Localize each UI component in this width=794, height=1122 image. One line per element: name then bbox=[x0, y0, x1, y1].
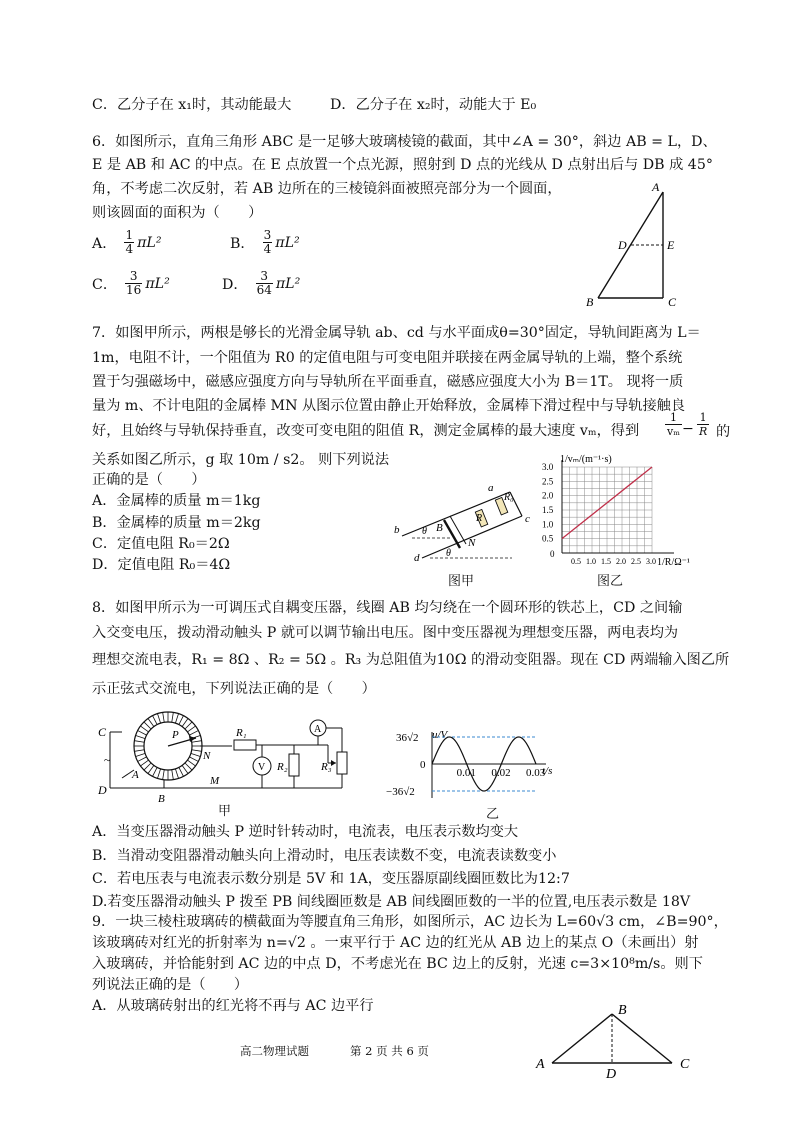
q7-line-3: 置于匀强磁场中，磁感应强度方向与导轨所在平面垂直，磁感应强度大小为 B＝1T。 现将一质 bbox=[92, 374, 684, 390]
label-a: A bbox=[652, 180, 660, 194]
fraction-den: 4 bbox=[125, 242, 134, 256]
q7-chart-xlabel: 1/R/Ω⁻¹ bbox=[657, 557, 690, 568]
q6-option-c bbox=[92, 270, 170, 297]
fraction-den: 16 bbox=[126, 283, 142, 297]
q7-chart-grid bbox=[562, 460, 674, 553]
q7-line-1: 7．如图甲所示，两根是够长的光滑金属导轨 ab、cd 与水平面成θ=30°固定，导轨间距离为 L＝ bbox=[92, 325, 701, 341]
frac-vm-num: 1 bbox=[669, 411, 677, 424]
rail-theta-1: θ bbox=[422, 526, 427, 537]
option-fraction bbox=[125, 270, 142, 297]
q8-y-tick: −36√2 bbox=[386, 786, 415, 798]
q7-option-c: C．定值电阻 R₀＝2Ω bbox=[92, 536, 230, 552]
rail-b: b bbox=[394, 524, 400, 536]
q7-y-tick: 0.5 bbox=[542, 533, 554, 544]
option-tail: πL² bbox=[137, 234, 162, 251]
q6-line-3: 角，不考虑二次反射，若 AB 边所在的三棱镜斜面被照亮部分为一个圆面， bbox=[92, 181, 562, 197]
q8-x-tick: 0.03 bbox=[526, 767, 546, 779]
q7-option-b: B．金属棒的质量 m＝2kg bbox=[92, 515, 261, 531]
q6-line-1: 6．如图所示，直角三角形 ABC 是一足够大玻璃棱镜的截面，其中∠A = 30°，斜边 AB = L，D、 bbox=[92, 134, 717, 150]
prism-d: D bbox=[606, 1067, 617, 1080]
option-fraction bbox=[263, 229, 273, 256]
circuit-c: C bbox=[98, 725, 107, 739]
fraction-num: 3 bbox=[263, 228, 272, 242]
q8-chart bbox=[386, 728, 566, 806]
q8-y-tick: 36√2 bbox=[396, 732, 419, 744]
footer-page: 第 2 页 共 6 页 bbox=[350, 1044, 429, 1058]
fraction-num: 3 bbox=[260, 269, 269, 283]
rail-bfield: B bbox=[436, 522, 443, 534]
option-tail: πL² bbox=[275, 234, 300, 251]
q7-line-4: 量为 m、不计电阻的金属棒 MN 从图示位置由静止开始释放，金属棒下滑过程中与导轨接触良 bbox=[92, 398, 686, 414]
q7-frac-r bbox=[697, 411, 709, 438]
label-e: E bbox=[667, 238, 675, 252]
q7-line-6: 关系如图乙所示，g 取 10m / s2。 则下列说法 bbox=[92, 452, 390, 468]
q7-option-d: D．定值电阻 R₀＝4Ω bbox=[92, 557, 231, 573]
q9-line-4: 列说法正确的是（ ） bbox=[92, 977, 249, 993]
option-tail: πL² bbox=[145, 275, 170, 292]
rail-r0: R₀ bbox=[504, 492, 514, 503]
q8-chart-ylabel: u/V bbox=[432, 729, 448, 741]
frac-vm-den: vₘ bbox=[667, 425, 680, 438]
circuit-ac-symbol: ~ bbox=[104, 753, 111, 767]
frac-r-num: 1 bbox=[699, 411, 707, 424]
q9-line-2: 该玻璃砖对红光的折射率为 n=√2 。一束平行于 AC 边的红光从 AB 边上的某点 O（未画出）射 bbox=[92, 935, 699, 951]
circuit-b: B bbox=[158, 793, 165, 805]
fraction-den: 4 bbox=[263, 242, 272, 256]
q7-fig-a-caption: 图甲 bbox=[448, 574, 475, 589]
rail-c: c bbox=[525, 513, 530, 525]
q8-fig-b-caption: 乙 bbox=[486, 807, 500, 822]
circuit-a: A bbox=[132, 769, 139, 781]
q7-x-tick: 2.5 bbox=[631, 557, 641, 566]
circuit-r1: R₁ bbox=[236, 727, 247, 739]
q8-x-tick: 0.02 bbox=[491, 767, 511, 779]
q7-y-tick: 2.5 bbox=[542, 476, 554, 487]
q9-option-a: A．从玻璃砖射出的红光将不再与 AC 边平行 bbox=[92, 998, 374, 1014]
q8-fig-a-caption: 甲 bbox=[218, 804, 232, 819]
q8-line-2: 入交变电压，拨动滑动触头 P 就可以调节输出电压。图中变压器视为理想变压器，两电表均为 bbox=[92, 625, 679, 641]
q7-minus: − bbox=[682, 421, 694, 437]
q7-line-5-tail: 的 bbox=[716, 424, 731, 440]
q8-option-d: D.若变压器滑动触头 P 拨至 PB 间线圈匝数是 AB 间线圈匝数的一半的位置,电压表示数是 18V bbox=[92, 894, 691, 910]
q9-line-1: 9．一块三棱柱玻璃砖的横截面为等腰直角三角形，如图所示，AC 边长为 L=60√3 cm，∠B=90°， bbox=[92, 914, 728, 930]
circuit-r2: R₂ bbox=[277, 761, 288, 773]
q7-x-tick: 1.5 bbox=[601, 557, 611, 566]
q8-x-tick: 0.01 bbox=[456, 767, 476, 779]
circuit-p: P bbox=[172, 729, 179, 741]
circuit-d: D bbox=[98, 783, 107, 797]
q8-circuit-figure bbox=[92, 708, 368, 812]
option-letter: C． bbox=[92, 276, 118, 293]
q7-line-7: 正确的是（ ） bbox=[92, 472, 206, 488]
q7-chart bbox=[538, 452, 702, 570]
q7-x-tick: 2.0 bbox=[616, 557, 626, 566]
prism-a: A bbox=[536, 1057, 545, 1072]
q7-chart-ylabel: 1/vₘ/(m⁻¹·s) bbox=[560, 454, 612, 465]
prism-c: C bbox=[680, 1057, 690, 1072]
circuit-ammeter: A bbox=[314, 724, 322, 735]
q9-line-3: 入玻璃砖，并恰能射到 AC 边的中点 D，不考虑光在 BC 边上的反射，光速 c=3×10⁸m/s。则下 bbox=[92, 956, 703, 972]
q8-line-1: 8．如图甲所示为一可调压式自耦变压器，线圈 AB 均匀绕在一个圆环形的铁芯上，CD 之间输 bbox=[92, 600, 683, 616]
q7-origin: 0 bbox=[550, 549, 555, 559]
q7-frac-vm bbox=[665, 411, 682, 438]
q7-x-tick: 1.0 bbox=[586, 557, 596, 566]
q7-line-5: 好，且始终与导轨保持垂直，改变可变电阻的阻值 R，测定金属棒的最大速度 vₘ，得到 bbox=[92, 423, 640, 439]
fraction-den: 64 bbox=[256, 283, 272, 297]
footer-subject: 高二物理试题 bbox=[240, 1044, 309, 1058]
frac-r-den: R bbox=[699, 425, 708, 438]
rail-n: N bbox=[468, 537, 476, 549]
q7-x-tick: 0.5 bbox=[571, 557, 581, 566]
circuit-r3: R₃ bbox=[321, 761, 332, 773]
rail-r: R bbox=[476, 513, 483, 524]
circuit-voltmeter: V bbox=[258, 762, 266, 773]
circuit-n: N bbox=[203, 750, 211, 762]
q6-line-2: E 是 AB 和 AC 的中点。在 E 点放置一个点光源，照射到 D 点的光线从 D 点射出后与 DB 成 45° bbox=[92, 157, 713, 173]
q7-y-tick: 1.0 bbox=[542, 519, 554, 530]
q7-x-tick: 3.0 bbox=[646, 557, 656, 566]
option-letter: A． bbox=[92, 235, 117, 252]
q8-option-c: C．若电压表与电流表示数分别是 5V 和 1A，变压器原副线圈匝数比为12:7 bbox=[92, 871, 570, 887]
label-b: B bbox=[586, 295, 594, 309]
q6-option-b bbox=[230, 229, 300, 256]
q8-line-4: 示正弦式交流电，下列说法正确的是（ ） bbox=[92, 681, 376, 697]
q8-option-a: A．当变压器滑动触头 P 逆时针转动时，电流表，电压表示数均变大 bbox=[92, 824, 519, 840]
q8-option-b: B．当滑动变阻器滑动触头向上滑动时，电压表读数不变，电流表读数变小 bbox=[92, 848, 557, 864]
q7-y-tick: 1.5 bbox=[542, 505, 554, 515]
label-d: D bbox=[618, 238, 627, 252]
option-fraction bbox=[256, 270, 273, 297]
q7-rail-figure bbox=[392, 476, 542, 570]
q7-line-2: 1m，电阻不计，一个阻值为 R0 的定值电阻与可变电阻并联接在两金属导轨的上端，整个系统 bbox=[92, 350, 683, 366]
option-fraction bbox=[124, 229, 134, 256]
option-letter: B． bbox=[230, 235, 255, 252]
q8-chart-xlabel: t/s bbox=[542, 765, 553, 777]
prism-b: B bbox=[618, 1003, 627, 1018]
q7-y-tick: 3.0 bbox=[542, 462, 554, 472]
fraction-num: 3 bbox=[129, 269, 138, 283]
q8-chart-ticks bbox=[386, 732, 546, 798]
q6-option-d bbox=[222, 270, 300, 297]
q6-triangle-figure bbox=[580, 178, 690, 313]
rail-a: a bbox=[488, 482, 494, 494]
fraction-num: 1 bbox=[125, 228, 134, 242]
q6-line-4: 则该圆面的面积为（ ） bbox=[92, 205, 263, 221]
option-tail: πL² bbox=[275, 275, 301, 292]
q7-option-a: A．金属棒的质量 m＝1kg bbox=[92, 493, 261, 509]
rail-theta-2: θ bbox=[446, 548, 451, 559]
q8-line-3: 理想交流电表，R₁ = 8Ω 、R₂ = 5Ω 。R₃ 为总阻值为10Ω 的滑动变阻器。现在 CD 两端输入图乙所 bbox=[92, 652, 730, 668]
q5-option-c: C．乙分子在 x₁时，其动能最大 bbox=[92, 97, 292, 113]
q8-y-tick: 0 bbox=[420, 759, 426, 771]
rail-d: d bbox=[414, 552, 420, 564]
q5-option-d: D．乙分子在 x₂时，动能大于 E₀ bbox=[330, 97, 537, 113]
option-letter: D． bbox=[222, 276, 248, 293]
q6-option-a bbox=[92, 229, 162, 256]
circuit-m: M bbox=[210, 775, 220, 787]
q9-prism-figure bbox=[532, 1002, 704, 1080]
label-c: C bbox=[668, 295, 677, 309]
q7-y-tick: 2.0 bbox=[542, 490, 554, 501]
q7-fig-b-caption: 图乙 bbox=[597, 574, 624, 589]
